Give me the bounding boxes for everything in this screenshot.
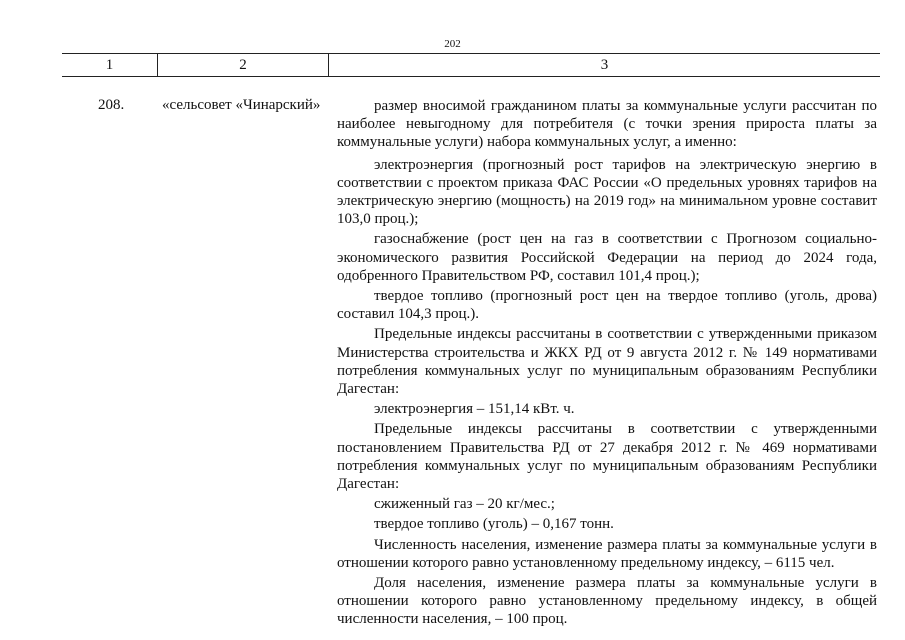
column-header-1: 1	[62, 54, 158, 76]
paragraph: Предельные индексы рассчитаны в соответствии с утвержденными приказом Министерства строительства и ЖКХ РД от 9 августа 2012 г. № 149 нормативами потребления коммунальных услуг по муниципальным образованиям Республики Дагестан:	[337, 326, 877, 398]
paragraph: размер вносимой гражданином платы за коммунальные услуги рассчитан по наиболее невыгодному для потребителя (с точки зрения прироста платы за коммунальные услуги) набора коммунальных услуг, а именно:	[337, 98, 877, 151]
paragraph: газоснабжение (рост цен на газ в соответствии с Прогнозом социально-экономического развития Российской Федерации на период до 2024 года, одобренного Правительством РФ, составил 101,4 проц.);	[337, 231, 877, 284]
municipality-name: «сельсовет «Чинарский»	[162, 97, 321, 113]
paragraph: сжиженный газ – 20 кг/мес.;	[374, 496, 555, 513]
paragraph: Доля населения, изменение размера платы за коммунальные услуги в отношении которого равно установленному предельному индексу, в общей численности населения, – 100 проц.	[337, 575, 877, 628]
paragraph: Предельные индексы рассчитаны в соответствии с утвержденными постановлением Правительства РД от 27 декабря 2012 г. № 469 нормативами потребления коммунальных услуг по муниципальным образованиям Республики Дагестан:	[337, 421, 877, 493]
row-number: 208.	[98, 97, 125, 113]
paragraph: электроэнергия – 151,14 кВт. ч.	[374, 401, 575, 418]
row-description	[337, 97, 877, 631]
paragraph: твердое топливо (уголь) – 0,167 тонн.	[374, 516, 614, 533]
paragraph: твердое топливо (прогнозный рост цен на твердое топливо (уголь, дрова) составил 104,3 проц.).	[337, 288, 877, 323]
paragraph: Численность населения, изменение размера платы за коммунальные услуги в отношении которого равно установленному предельному индексу, – 6115 чел.	[337, 536, 877, 571]
page-number: 202	[444, 38, 461, 50]
table-header	[62, 53, 880, 77]
column-header-2: 2	[158, 54, 329, 76]
paragraph: электроэнергия (прогнозный рост тарифов на электрическую энергию в соответствии с проектом приказа ФАС России «О предельных уровнях тарифов на электрическую энергию (мощность) на 2019 год» на минимальном уровне составит 103,0 проц.);	[337, 156, 877, 228]
column-header-3: 3	[600, 56, 609, 73]
